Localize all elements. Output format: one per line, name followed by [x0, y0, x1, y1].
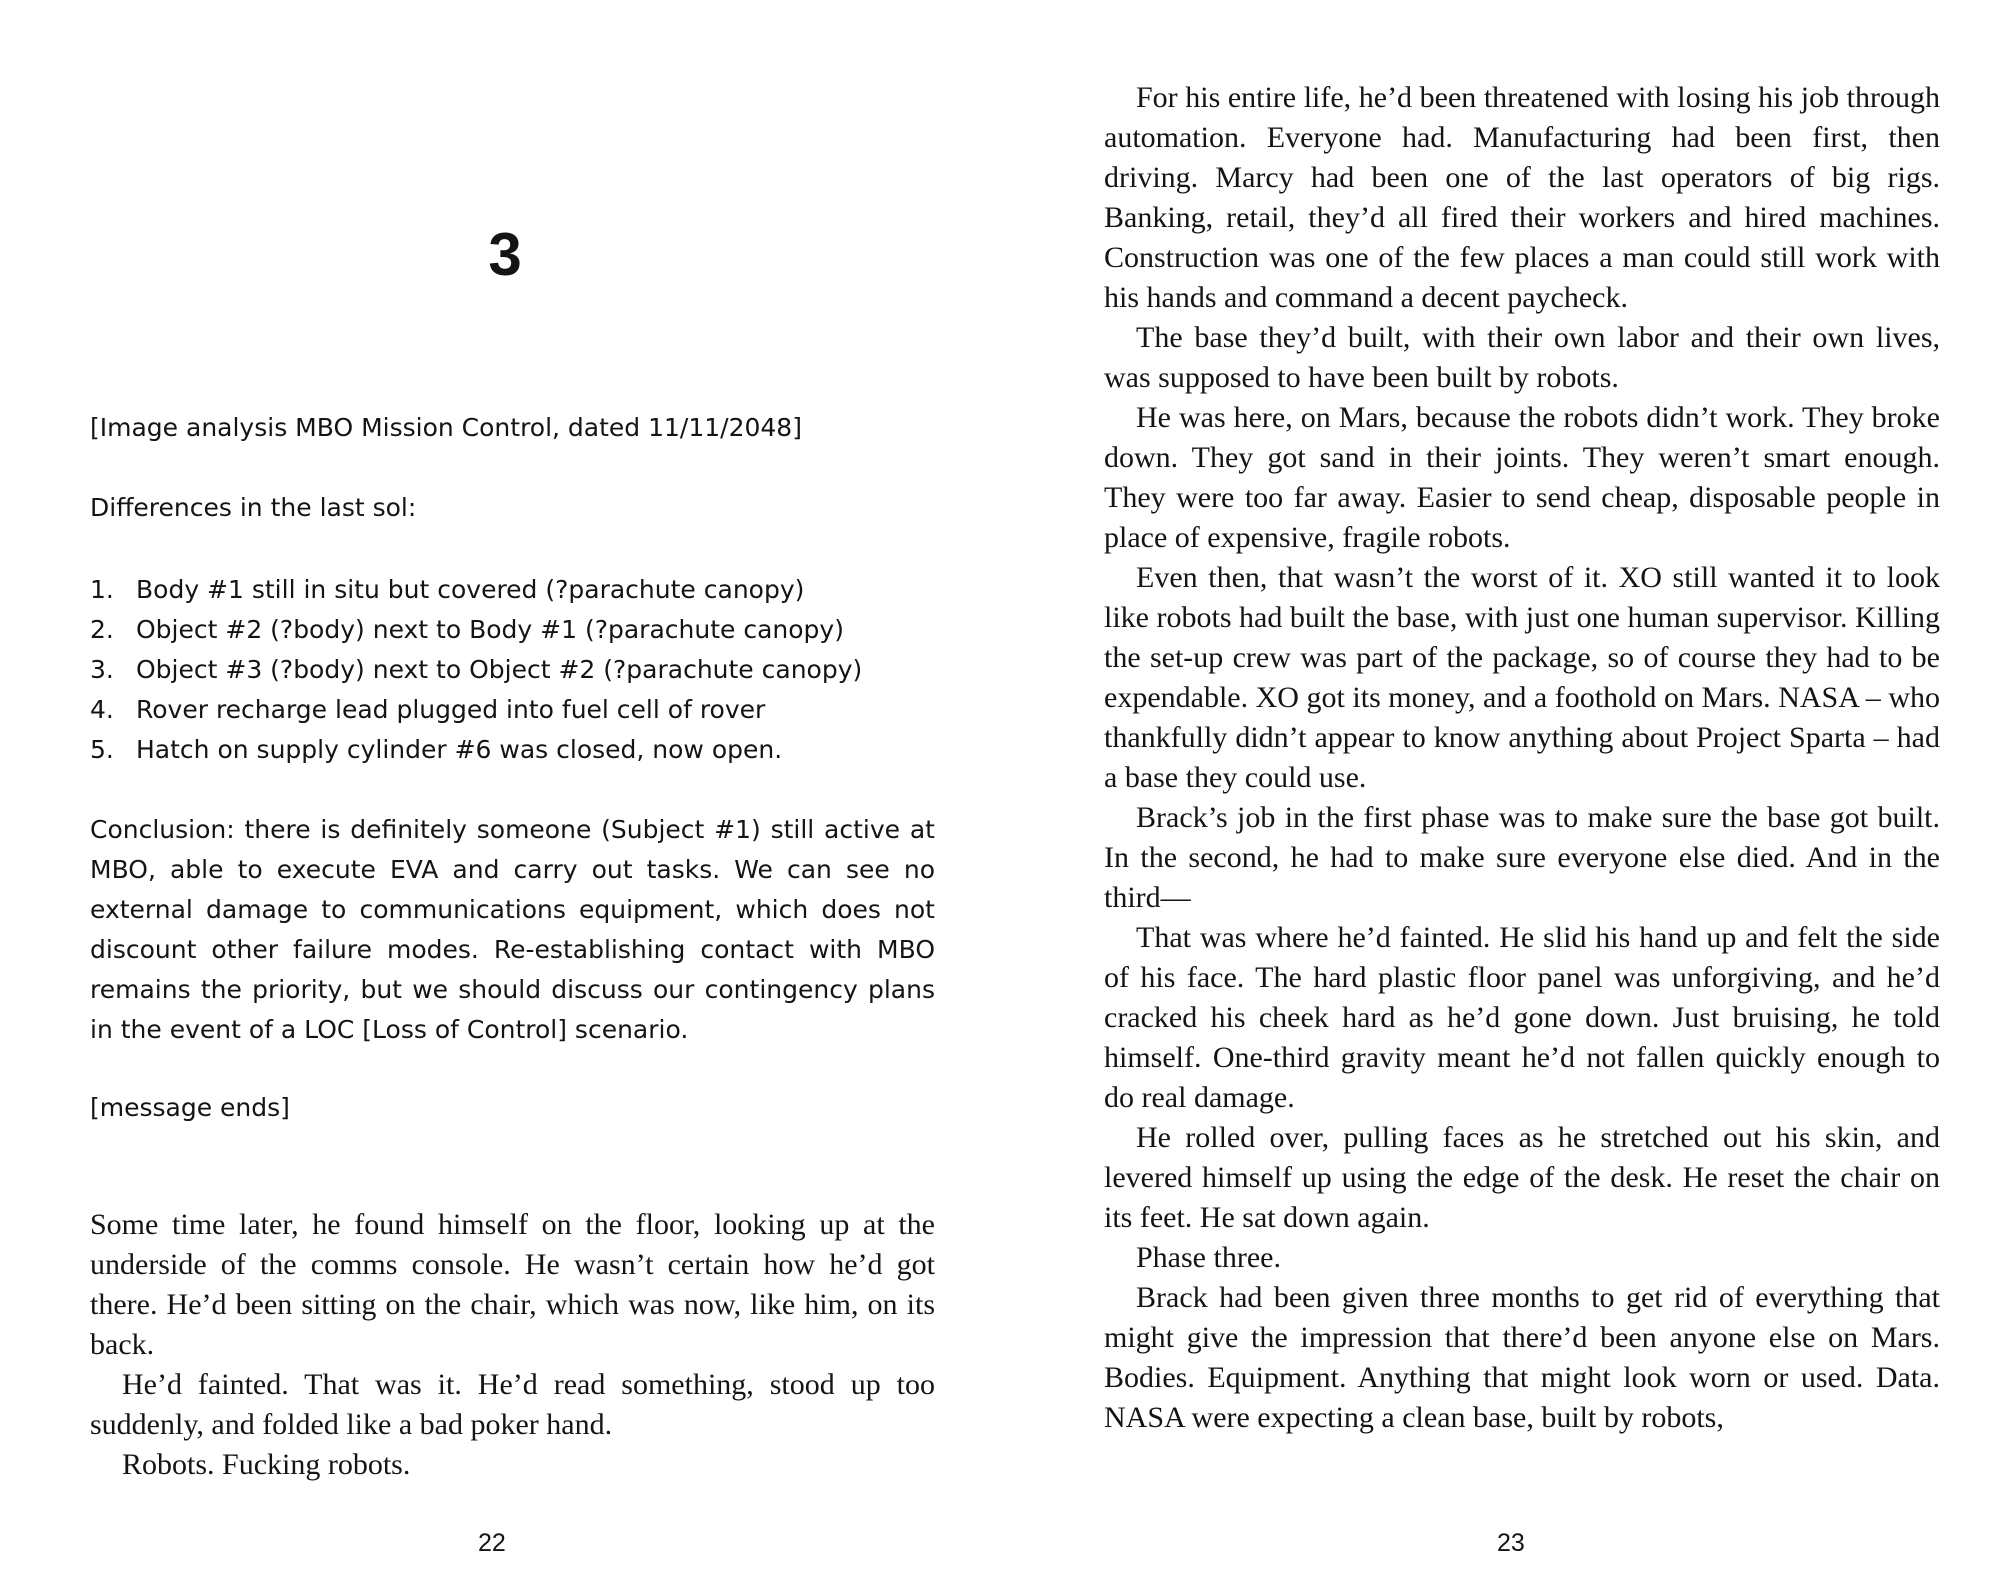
page-number: 23 — [1497, 1529, 1525, 1557]
paragraph: He’d fainted. That was it. He’d read something, stood up too suddenly, and folded like a bad poker hand. — [90, 1368, 935, 1441]
paragraph: He rolled over, pulling faces as he stretched out his skin, and levered himself up using the edge of the desk. He reset the chair on its feet. He sat down again. — [1104, 1121, 1940, 1234]
list-item — [90, 570, 935, 610]
list-item — [90, 610, 935, 650]
paragraph: Robots. Fucking robots. — [122, 1448, 411, 1481]
right-page-body-text — [1104, 78, 1940, 1438]
list-item-text: Object #2 (?body) next to Body #1 (?parachute canopy) — [136, 615, 844, 644]
list-item-text: Body #1 still in situ but covered (?parachute canopy) — [136, 575, 805, 604]
paragraph: Phase three. — [1136, 1241, 1281, 1274]
list-item-text: Object #3 (?body) next to Object #2 (?parachute canopy) — [136, 655, 863, 684]
list-item-text: Rover recharge lead plugged into fuel cell of rover — [136, 695, 766, 724]
memo-differences-list — [90, 570, 935, 770]
list-item-number: 4. — [90, 695, 114, 724]
memo-header: [Image analysis MBO Mission Control, dated 11/11/2048] — [90, 413, 802, 442]
list-item — [90, 650, 935, 690]
paragraph: Brack had been given three months to get rid of everything that might give the impression that there’d been anyone else on Mars. Bodies. Equipment. Anything that might look worn or used. Data. NASA were expecting a clean base, built by robots, — [1104, 1281, 1940, 1434]
left-page-body-text — [90, 1205, 935, 1485]
paragraph: The base they’d built, with their own labor and their own lives, was supposed to have been built by robots. — [1104, 321, 1940, 394]
list-item — [90, 690, 935, 730]
list-item-number: 5. — [90, 735, 114, 764]
list-item-number: 2. — [90, 615, 114, 644]
paragraph: That was where he’d fainted. He slid his hand up and felt the side of his face. The hard plastic floor panel was unforgiving, and he’d cracked his cheek hard as he’d gone down. Just bruising, he told himself. One-third gravity meant he’d not fallen quickly enough to do real damage. — [1104, 921, 1940, 1114]
list-item-text: Hatch on supply cylinder #6 was closed, now open. — [136, 735, 783, 764]
paragraph: Even then, that wasn’t the worst of it. XO still wanted it to look like robots had built the base, with just one human supervisor. Killing the set-up crew was part of the package, so of course they had to be expendable. XO got its money, and a foothold on Mars. NASA – who thankfully didn’t appear to know anything about Project Sparta – had a base they could use. — [1104, 561, 1940, 794]
list-item-number: 3. — [90, 655, 114, 684]
paragraph: He was here, on Mars, because the robots didn’t work. They broke down. They got sand in their joints. They weren’t smart enough. They were too far away. Easier to send cheap, disposable people in place of expensive, fragile robots. — [1104, 401, 1940, 554]
chapter-number: 3 — [488, 221, 522, 288]
memo-conclusion: Conclusion: there is definitely someone (Subject #1) still active at MBO, able to execute EVA and carry out tasks. We can see no external damage to communications equipment, which does not discount other failure modes. Re-establishing contact with MBO remains the priority, but we should discuss our contingency plans in the event of a LOC [Loss of Control] scenario. — [90, 815, 935, 1044]
paragraph: Some time later, he found himself on the floor, looking up at the underside of the comms console. He wasn’t certain how he’d got there. He’d been sitting on the chair, which was now, like him, on its back. — [90, 1208, 935, 1361]
paragraph: For his entire life, he’d been threatened with losing his job through automation. Everyone had. Manufacturing had been first, then driving. Marcy had been one of the last operators of big rigs. Banking, retail, they’d all fired their workers and hired machines. Construction was one of the few places a man could still work with his hands and command a decent paycheck. — [1104, 81, 1940, 314]
memo-end-marker: [message ends] — [90, 1093, 290, 1122]
list-item — [90, 730, 935, 770]
memo-subheading: Differences in the last sol: — [90, 493, 417, 522]
list-item-number: 1. — [90, 575, 114, 604]
page-number: 22 — [478, 1529, 506, 1557]
paragraph: Brack’s job in the first phase was to make sure the base got built. In the second, he had to make sure everyone else died. And in the third— — [1104, 801, 1940, 914]
right-page — [1000, 0, 2000, 1596]
